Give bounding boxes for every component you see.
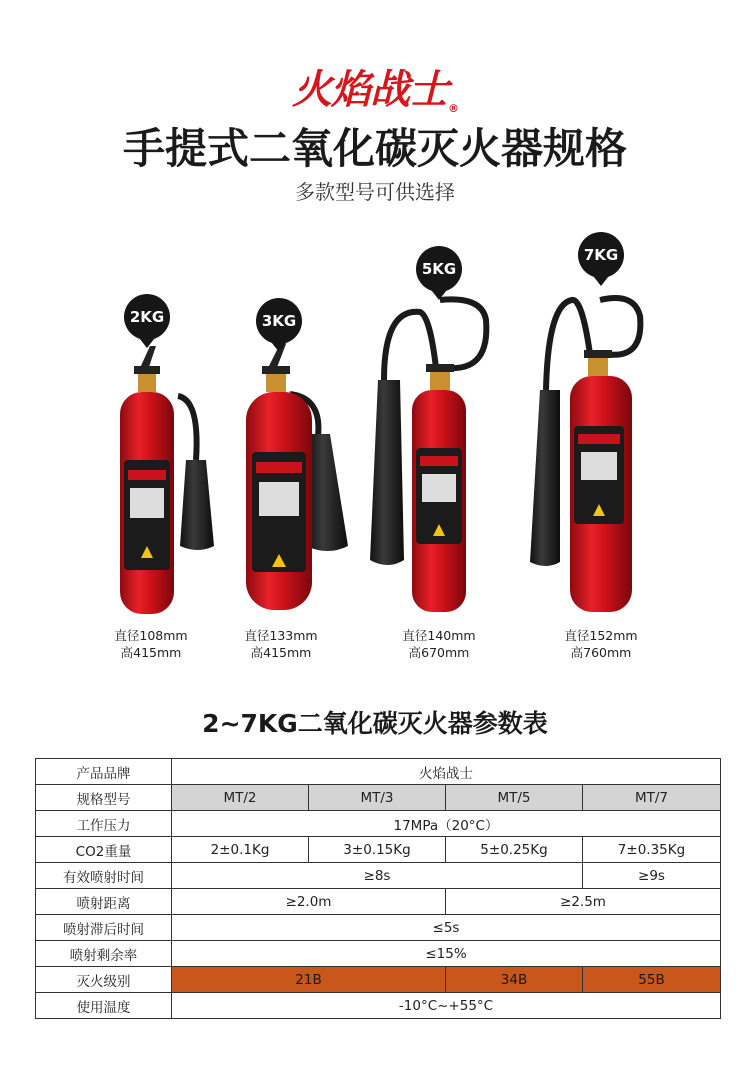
extinguisher-5kg xyxy=(370,299,486,612)
table-cell: 5±0.25Kg xyxy=(446,837,583,863)
table-row-brand xyxy=(36,759,721,785)
table-row-residual-rate xyxy=(36,941,721,967)
capacity-badge-3kg: 3KG xyxy=(256,298,302,352)
table-cell: ≥8s xyxy=(172,863,583,889)
table-cell: 17MPa（20°C） xyxy=(172,811,721,837)
table-cell: ≥9s xyxy=(583,863,721,889)
registered-mark: ® xyxy=(448,102,458,115)
table-cell: ≤5s xyxy=(172,915,721,941)
table-cell: 7±0.35Kg xyxy=(583,837,721,863)
row-label: 产品品牌 xyxy=(36,759,172,785)
row-label: 规格型号 xyxy=(36,785,172,811)
table-cell: 34B xyxy=(446,967,583,993)
row-label: 喷射剩余率 xyxy=(36,941,172,967)
row-label: 喷射滞后时间 xyxy=(36,915,172,941)
row-label: 有效喷射时间 xyxy=(36,863,172,889)
table-cell: -10°C~+55°C xyxy=(172,993,721,1019)
table-row-temperature xyxy=(36,993,721,1019)
row-label: 工作压力 xyxy=(36,811,172,837)
dimensions-5kg: 直径140mm 高670mm xyxy=(402,628,476,660)
capacity-badge-5kg: 5KG xyxy=(416,246,462,300)
row-label: 灭火级别 xyxy=(36,967,172,993)
dimensions-7kg: 直径152mm 高760mm xyxy=(564,628,638,660)
row-label: 使用温度 xyxy=(36,993,172,1019)
spec-table xyxy=(35,758,721,1019)
table-cell: 2±0.1Kg xyxy=(172,837,309,863)
brand-name: 火焰战士 xyxy=(292,67,448,113)
table-cell: ≤15% xyxy=(172,941,721,967)
table-cell: 3±0.15Kg xyxy=(309,837,446,863)
table-cell: MT/5 xyxy=(446,785,583,811)
table-row-spray-distance xyxy=(36,889,721,915)
table-cell: MT/7 xyxy=(583,785,721,811)
extinguisher-7kg xyxy=(530,298,640,612)
table-cell: 火焰战士 xyxy=(172,759,721,785)
capacity-badge-2kg: 2KG xyxy=(124,294,170,348)
row-label: 喷射距离 xyxy=(36,889,172,915)
dimensions-2kg: 直径108mm 高415mm xyxy=(114,628,188,660)
table-cell: ≥2.0m xyxy=(172,889,446,915)
table-cell: ≥2.5m xyxy=(446,889,721,915)
table-cell: MT/2 xyxy=(172,785,309,811)
extinguisher-2kg xyxy=(120,346,214,614)
brand-logo xyxy=(0,58,750,115)
table-row-fire-rating xyxy=(36,967,721,993)
table-cell: MT/3 xyxy=(309,785,446,811)
page-subtitle: 多款型号可供选择 xyxy=(295,180,455,204)
table-row-pressure xyxy=(36,811,721,837)
table-row-spray-delay xyxy=(36,915,721,941)
row-label: CO2重量 xyxy=(36,837,172,863)
extinguisher-illustrations xyxy=(0,220,750,620)
table-row-spray-time xyxy=(36,863,721,889)
table-row-model xyxy=(36,785,721,811)
spec-table-heading: 2~7KG二氧化碳灭火器参数表 xyxy=(202,709,548,738)
table-row-co2-weight xyxy=(36,837,721,863)
dimensions-3kg: 直径133mm 高415mm xyxy=(244,628,318,660)
capacity-badge-7kg: 7KG xyxy=(578,232,624,286)
page-title: 手提式二氧化碳灭火器规格 xyxy=(122,124,627,173)
table-cell: 21B xyxy=(172,967,446,993)
extinguisher-3kg xyxy=(246,344,348,610)
table-cell: 55B xyxy=(583,967,721,993)
